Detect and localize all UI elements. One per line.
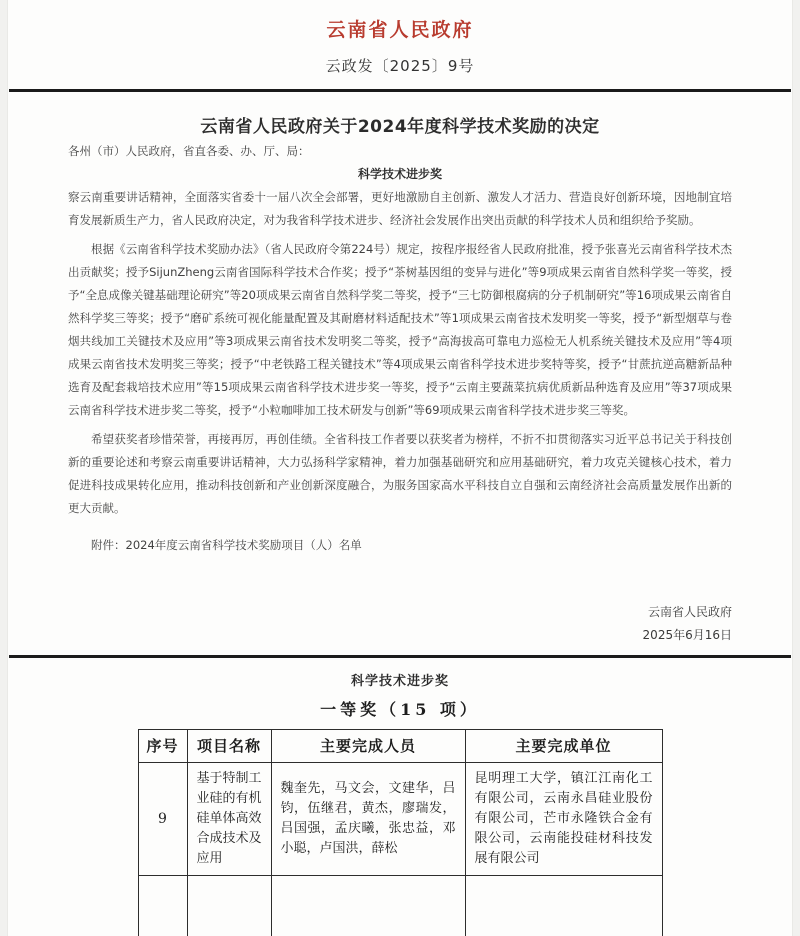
paragraph-3: 希望获奖者珍惜荣誉，再接再厉，再创佳绩。全省科技工作者要以获奖者为榜样，不折不扣贯彻落实习近平总书记关于科技创新的重要论述和考察云南重要讲话精神，大力弘扬科学家精神，着力加强基础研究和应用基础研究，着力攻克关键核心技术，着力促进科技成果转化应用，推动科技创新和产业创新深度融合，为服务国家高水平科技自立自强和云南经济社会高质量发展作出新的更大贡献。 [68, 432, 732, 515]
col-header-project: 项目名称 [187, 730, 271, 763]
document-title: 云南省人民政府关于2024年度科学技术奖励的决定 [200, 117, 600, 137]
section-divider [9, 655, 791, 658]
cell-empty [465, 876, 662, 936]
masthead [8, 0, 792, 77]
document-page [7, 0, 793, 936]
cell-serial-number: 9 [138, 763, 187, 876]
table-row-partial [138, 876, 662, 936]
org-name: 云南省人民政府 [326, 19, 474, 41]
awards-section [8, 672, 792, 936]
cell-empty [187, 876, 271, 936]
cell-project-name: 基于特制工业硅的有机硅单体高效合成技术及应用 [187, 763, 271, 876]
document-body [8, 114, 792, 647]
table-header-row [138, 730, 662, 763]
paragraph-2: 根据《云南省科学技术奖励办法》（省人民政府令第224号）规定，按程序报经省人民政府批准，授予张喜光云南省科学技术杰出贡献奖；授予SijunZheng云南省国际科学技术合作奖；授予“茶树基因组的变异与进化”等9项成果云南省自然科学奖一等奖，授予“全息成像关键基础理论研究”等20项成果云南省自然科学奖二等奖，授予“三七防御根腐病的分子机制研究”等16项成果云南省自然科学奖三等奖；授予“磨矿系统可视化能量配置及其耐磨材料适配技术”等1项成果云南省技术发明奖一等奖，授予“新型烟草与卷烟共线加工关键技术及应用”等3项成果云南省技术发明奖二等奖，授予“高海拔高可靠电力巡检无人机系统关键技术及应用”等4项成果云南省技术发明奖三等奖；授予“中老铁路工程关键技术”等4项成果云南省科学技术进步奖特等奖，授予“甘蔗抗逆高糖新品种选育及配套栽培技术应用”等15项成果云南省科学技术进步奖一等奖，授予“云南主要蔬菜抗病优质新品种选育及应用”等37项成果云南省科学技术进步奖二等奖，授予“小粒咖啡加工技术研发与创新”等69项成果云南省科学技术进步奖三等奖。 [68, 242, 732, 417]
cell-completers: 魏奎先，马文会，文建华，吕钧，伍继君，黄杰，廖瑞发，吕国强，孟庆曦，张忠益，邓小聪，卢国洪，薛松 [271, 763, 465, 876]
awards-section-heading: 科学技术进步奖 [350, 674, 449, 689]
col-header-serial: 序号 [138, 730, 187, 763]
cell-empty [271, 876, 465, 936]
awards-tier-heading: 一等奖（15 项） [320, 700, 480, 719]
col-header-people: 主要完成人员 [271, 730, 465, 763]
cell-empty [138, 876, 187, 936]
signature-name: 云南省人民政府 [647, 605, 732, 619]
signature-block [68, 601, 732, 647]
signature-date: 2025年6月16日 [642, 628, 732, 642]
doc-number: 云政发〔2025〕9号 [325, 57, 475, 75]
top-divider [9, 89, 791, 92]
salutation: 各州（市）人民政府，省直各委、办、厅、局： [68, 144, 310, 158]
col-header-units: 主要完成单位 [465, 730, 662, 763]
cell-completing-units: 昆明理工大学，镇江江南化工有限公司，云南永昌硅业股份有限公司，芒市永隆铁合金有限公司，云南能投硅材科技发展有限公司 [465, 763, 662, 876]
table-row [138, 763, 662, 876]
paragraph-1: 察云南重要讲话精神，全面落实省委十一届八次全会部署，更好地激励自主创新、激发人才活力、营造良好创新环境，因地制宜培育发展新质生产力，省人民政府决定，对为我省科学技术进步、经济社会发展作出突出贡献的科学技术人员和组织给予奖励。 [68, 190, 732, 227]
award-category-heading: 科学技术进步奖 [357, 167, 442, 181]
awards-table [138, 729, 663, 936]
attachment-note: 附件：2024年度云南省科学技术奖励项目（人）名单 [91, 538, 362, 552]
